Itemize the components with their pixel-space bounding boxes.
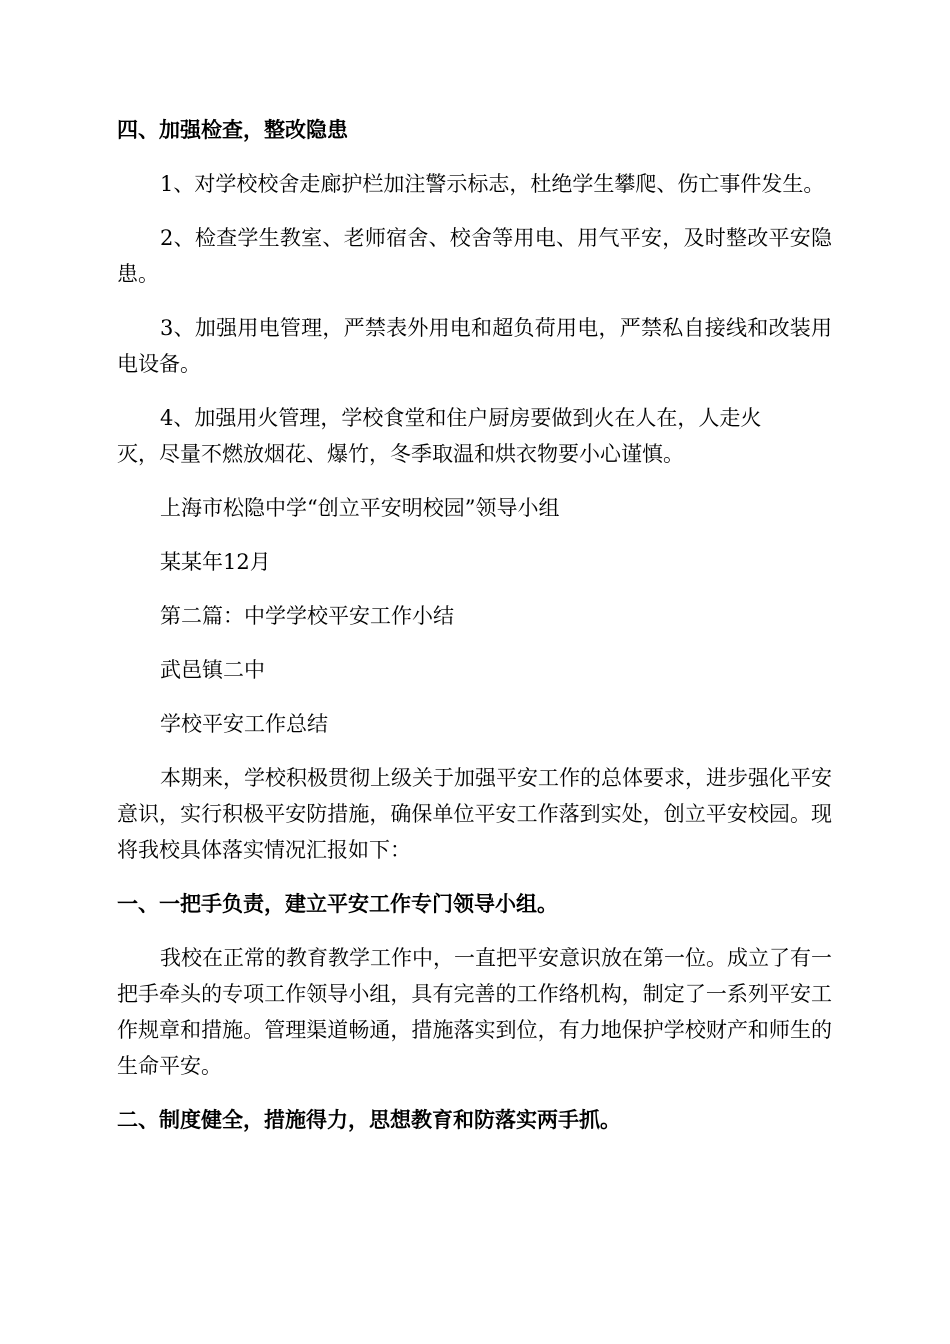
section-1-paragraph: 我校在正常的教育教学工作中，一直把平安意识放在第一位。成立了有一把手牵头的专项工作领导小组，具有完善的工作络机构，制定了一系列平安工作规章和措施。管理渠道畅通，措施落实到位，有力地保护学校财产和师生的生命平安。 [117,946,832,1078]
date-line: 某某年12月 [160,550,271,574]
list-item-1: 1、对学校校舍走廊护栏加注警示标志，杜绝学生攀爬、伤亡事件发生。 [160,172,825,196]
list-item-3: 3、加强用电管理，严禁表外用电和超负荷用电，严禁私自接线和改装用电设备。 [117,316,832,376]
signature-line: 上海市松隐中学“创立平安明校园”领导小组 [160,496,560,520]
section-heading-4: 四、加强检查，整改隐患 [117,118,348,142]
summary-title: 学校平安工作总结 [160,712,328,736]
section-heading-2: 二、制度健全，措施得力，思想教育和防落实两手抓。 [117,1108,621,1132]
list-item-4-line-1: 4、加强用火管理，学校食堂和住户厨房要做到火在人在，人走火 [160,406,762,430]
list-item-2: 2、检查学生教室、老师宿舍、校舍等用电、用气平安，及时整改平安隐患。 [117,226,832,286]
document-page [117,112,832,1138]
section-heading-1: 一、一把手负责，建立平安工作专门领导小组。 [117,892,558,916]
list-item-4-line-2: 灭，尽量不燃放烟花、爆竹，冬季取温和烘衣物要小心谨慎。 [117,442,684,466]
part-2-title: 第二篇：中学学校平安工作小结 [160,604,454,628]
intro-paragraph: 本期来，学校积极贯彻上级关于加强平安工作的总体要求，进步强化平安意识，实行积极平安防措施，确保单位平安工作落到实处，创立平安校园。现将我校具体落实情况汇报如下： [117,766,832,862]
school-name: 武邑镇二中 [160,658,265,682]
